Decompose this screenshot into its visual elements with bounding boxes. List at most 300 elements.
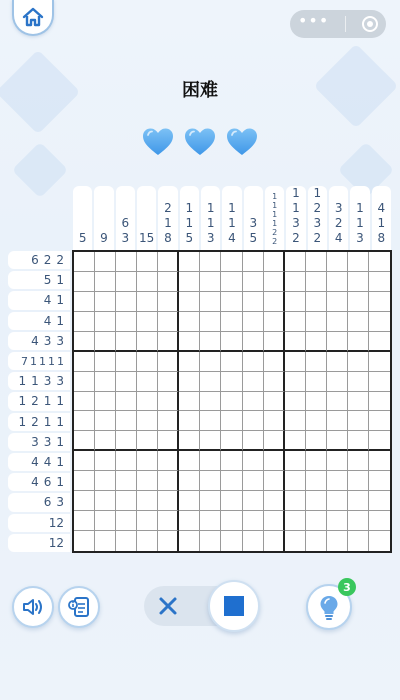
grid-cell[interactable] — [95, 531, 116, 551]
grid-cell[interactable] — [348, 352, 369, 372]
grid-cell[interactable] — [137, 272, 158, 292]
column-clue — [137, 186, 156, 251]
row-clue — [8, 271, 70, 289]
grid-cell[interactable] — [285, 332, 306, 352]
grid-cell[interactable] — [221, 352, 242, 372]
grid-cell[interactable] — [95, 352, 116, 372]
grid-cell[interactable] — [116, 392, 137, 412]
clue-number: 1 — [356, 216, 364, 230]
grid-cell[interactable] — [348, 451, 369, 471]
grid-cell[interactable] — [285, 252, 306, 272]
grid-cell[interactable] — [369, 471, 390, 491]
grid-cell[interactable] — [74, 312, 95, 332]
grid-cell[interactable] — [285, 372, 306, 392]
grid-cell[interactable] — [369, 352, 390, 372]
grid-cell[interactable] — [306, 352, 327, 372]
grid-cell[interactable] — [221, 392, 242, 412]
grid-cell[interactable] — [221, 292, 242, 312]
lives-hearts — [0, 126, 400, 158]
grid-cell[interactable] — [243, 511, 264, 531]
clue-number: 1 — [377, 216, 386, 230]
grid-cell[interactable] — [306, 272, 327, 292]
grid-cell[interactable] — [306, 312, 327, 332]
target-circle-icon[interactable] — [362, 16, 378, 32]
clue-number: 3 — [43, 333, 52, 348]
grid-cell[interactable] — [179, 332, 200, 352]
grid-cell[interactable] — [158, 471, 179, 491]
grid-cell[interactable] — [179, 312, 200, 332]
grid-cell[interactable] — [264, 272, 285, 292]
grid-cell[interactable] — [137, 451, 158, 471]
grid-cell[interactable] — [306, 332, 327, 352]
grid-cell[interactable] — [306, 252, 327, 272]
grid-cell[interactable] — [200, 491, 221, 511]
clue-number: 1 — [18, 374, 27, 389]
grid-cell[interactable] — [348, 471, 369, 491]
grid-cell[interactable] — [74, 451, 95, 471]
grid-cell[interactable] — [74, 292, 95, 312]
column-clue — [329, 186, 348, 251]
grid-cell[interactable] — [158, 292, 179, 312]
grid-cell[interactable] — [285, 411, 306, 431]
grid-cell[interactable] — [200, 312, 221, 332]
clue-number: 2 — [31, 394, 39, 409]
grid-cell[interactable] — [369, 272, 390, 292]
grid-cell[interactable] — [327, 292, 348, 312]
grid-cell[interactable] — [158, 451, 179, 471]
clue-number: 4 — [43, 293, 52, 308]
grid-cell[interactable] — [221, 511, 242, 531]
grid-cell[interactable] — [221, 471, 242, 491]
grid-cell[interactable] — [158, 531, 179, 551]
grid-cell[interactable] — [137, 471, 158, 491]
grid-cell[interactable] — [116, 312, 137, 332]
clue-number: 2 — [272, 228, 278, 237]
grid-cell[interactable] — [264, 252, 285, 272]
grid-cell[interactable] — [221, 431, 242, 451]
more-dots-icon[interactable]: ••• — [297, 11, 330, 30]
grid-cell[interactable] — [200, 272, 221, 292]
grid-cell[interactable] — [116, 352, 137, 372]
grid-cell[interactable] — [95, 312, 116, 332]
grid-cell[interactable] — [264, 511, 285, 531]
capsule-divider — [345, 16, 346, 32]
clue-number: 1 — [56, 475, 64, 490]
grid-cell[interactable] — [369, 411, 390, 431]
clue-number: 1 — [164, 216, 172, 230]
row-clue — [8, 493, 70, 511]
grid-cell[interactable] — [306, 431, 327, 451]
clue-number: 1 — [185, 201, 194, 215]
grid-cell[interactable] — [243, 392, 264, 412]
grid-cell[interactable] — [264, 531, 285, 551]
grid-cell[interactable] — [348, 411, 369, 431]
grid-cell[interactable] — [200, 431, 221, 451]
grid-cell[interactable] — [200, 411, 221, 431]
grid-cell[interactable] — [285, 471, 306, 491]
grid-cell[interactable] — [200, 352, 221, 372]
grid-cell[interactable] — [327, 411, 348, 431]
grid-cell[interactable] — [306, 451, 327, 471]
grid-cell[interactable] — [243, 252, 264, 272]
clue-number: 2 — [56, 253, 64, 268]
grid-cell[interactable] — [264, 372, 285, 392]
row-clue — [8, 312, 70, 330]
grid-cell[interactable] — [158, 511, 179, 531]
grid-cell[interactable] — [137, 372, 158, 392]
grid-cell[interactable] — [200, 392, 221, 412]
hint-count-badge: 3 — [338, 578, 356, 596]
grid-cell[interactable] — [74, 392, 95, 412]
grid-cell[interactable] — [327, 471, 348, 491]
clue-number: 1 — [185, 216, 194, 230]
clue-number: 3 — [313, 216, 322, 230]
puzzle-grid[interactable] — [72, 250, 392, 553]
grid-cell[interactable] — [116, 451, 137, 471]
grid-cell[interactable] — [285, 272, 306, 292]
clue-number: 1 — [56, 414, 64, 429]
grid-cell[interactable] — [95, 471, 116, 491]
grid-cell[interactable] — [348, 272, 369, 292]
grid-cell[interactable] — [179, 272, 200, 292]
grid-cell[interactable] — [327, 491, 348, 511]
cross-mode-button[interactable] — [154, 592, 182, 620]
grid-cell[interactable] — [327, 392, 348, 412]
grid-cell[interactable] — [369, 252, 390, 272]
grid-cell[interactable] — [179, 511, 200, 531]
grid-cell[interactable] — [116, 531, 137, 551]
grid-cell[interactable] — [137, 392, 158, 412]
grid-cell[interactable] — [369, 451, 390, 471]
grid-cell[interactable] — [74, 471, 95, 491]
grid-cell[interactable] — [95, 392, 116, 412]
grid-cell[interactable] — [327, 252, 348, 272]
grid-cell[interactable] — [74, 272, 95, 292]
clue-number: 3 — [206, 231, 215, 245]
grid-cell[interactable] — [179, 292, 200, 312]
clue-number: 1 — [356, 201, 364, 215]
grid-cell[interactable] — [74, 372, 95, 392]
grid-cell[interactable] — [158, 372, 179, 392]
grid-cell[interactable] — [306, 292, 327, 312]
grid-cell[interactable] — [137, 352, 158, 372]
grid-cell[interactable] — [200, 531, 221, 551]
grid-cell[interactable] — [200, 471, 221, 491]
grid-cell[interactable] — [327, 531, 348, 551]
column-clue — [116, 186, 135, 251]
fill-mode-button[interactable] — [208, 580, 260, 632]
grid-cell[interactable] — [95, 272, 116, 292]
grid-cell[interactable] — [95, 431, 116, 451]
clue-number: 1 — [206, 216, 215, 230]
grid-cell[interactable] — [306, 531, 327, 551]
grid-cell[interactable] — [200, 252, 221, 272]
mode-toggle[interactable] — [144, 586, 256, 626]
grid-cell[interactable] — [306, 372, 327, 392]
grid-cell[interactable] — [264, 471, 285, 491]
grid-cell[interactable] — [200, 372, 221, 392]
column-clues — [72, 186, 392, 248]
grid-cell[interactable] — [95, 491, 116, 511]
grid-cell[interactable] — [137, 491, 158, 511]
clue-number: 1 — [272, 201, 278, 210]
column-clue — [265, 186, 284, 251]
grid-cell[interactable] — [74, 411, 95, 431]
clue-number: 1 — [272, 192, 278, 201]
grid-cell[interactable] — [137, 312, 158, 332]
grid-cell[interactable] — [243, 451, 264, 471]
grid-cell[interactable] — [116, 411, 137, 431]
grid-cell[interactable] — [243, 272, 264, 292]
grid-cell[interactable] — [327, 332, 348, 352]
grid-cell[interactable] — [369, 531, 390, 551]
grid-cell[interactable] — [200, 511, 221, 531]
row-clue — [8, 534, 70, 552]
mini-program-capsule — [290, 10, 386, 38]
clue-number: 2 — [292, 231, 300, 245]
speaker-icon — [21, 596, 45, 618]
grid-cell[interactable] — [264, 451, 285, 471]
grid-cell[interactable] — [158, 411, 179, 431]
clue-number: 3 — [56, 374, 64, 389]
grid-cell[interactable] — [221, 531, 242, 551]
grid-cell[interactable] — [264, 292, 285, 312]
grid-cell[interactable] — [179, 491, 200, 511]
grid-cell[interactable] — [179, 392, 200, 412]
grid-cell[interactable] — [327, 272, 348, 292]
clue-number: 1 — [18, 394, 27, 409]
grid-cell[interactable] — [243, 471, 264, 491]
grid-cell[interactable] — [243, 411, 264, 431]
grid-cell[interactable] — [95, 411, 116, 431]
grid-cell[interactable] — [285, 392, 306, 412]
grid-cell[interactable] — [369, 431, 390, 451]
grid-cell[interactable] — [243, 352, 264, 372]
grid-cell[interactable] — [348, 511, 369, 531]
grid-cell[interactable] — [221, 491, 242, 511]
grid-cell[interactable] — [369, 491, 390, 511]
clue-number: 4 — [31, 455, 39, 470]
grid-cell[interactable] — [137, 511, 158, 531]
grid-cell[interactable] — [137, 252, 158, 272]
grid-cell[interactable] — [306, 392, 327, 412]
grid-cell[interactable] — [221, 252, 242, 272]
grid-cell[interactable] — [158, 392, 179, 412]
grid-cell[interactable] — [158, 332, 179, 352]
grid-cell[interactable] — [158, 431, 179, 451]
difficulty-title: 困难 — [182, 80, 218, 101]
clue-number: 6 — [43, 475, 52, 490]
grid-cell[interactable] — [306, 491, 327, 511]
grid-cell[interactable] — [158, 272, 179, 292]
grid-cell[interactable] — [179, 411, 200, 431]
grid-cell[interactable] — [179, 352, 200, 372]
grid-cell[interactable] — [116, 272, 137, 292]
clue-number: 2 — [31, 414, 39, 429]
grid-cell[interactable] — [116, 252, 137, 272]
grid-cell[interactable] — [221, 312, 242, 332]
grid-cell[interactable] — [74, 431, 95, 451]
grid-cell[interactable] — [285, 451, 306, 471]
grid-cell[interactable] — [137, 531, 158, 551]
column-clue — [372, 186, 391, 251]
grid-cell[interactable] — [221, 451, 242, 471]
clue-number: 1 — [206, 201, 215, 215]
grid-cell[interactable] — [243, 431, 264, 451]
grid-cell[interactable] — [74, 531, 95, 551]
grid-cell[interactable] — [285, 531, 306, 551]
clue-number: 1 — [56, 455, 64, 470]
grid-cell[interactable] — [179, 451, 200, 471]
grid-cell[interactable] — [158, 312, 179, 332]
grid-cell[interactable] — [243, 491, 264, 511]
grid-cell[interactable] — [348, 531, 369, 551]
grid-cell[interactable] — [243, 332, 264, 352]
grid-cell[interactable] — [369, 292, 390, 312]
grid-cell[interactable] — [348, 491, 369, 511]
clue-number: 1 — [292, 186, 300, 200]
grid-cell[interactable] — [116, 372, 137, 392]
column-clue — [222, 186, 241, 251]
grid-cell[interactable] — [158, 491, 179, 511]
grid-cell[interactable] — [158, 252, 179, 272]
grid-cell[interactable] — [243, 372, 264, 392]
clue-number: 1 — [57, 354, 64, 368]
grid-cell[interactable] — [285, 491, 306, 511]
grid-cell[interactable] — [306, 511, 327, 531]
grid-cell[interactable] — [369, 392, 390, 412]
grid-cell[interactable] — [264, 392, 285, 412]
clue-number: 1 — [56, 394, 64, 409]
row-clue — [8, 352, 70, 370]
grid-cell[interactable] — [243, 312, 264, 332]
grid-cell[interactable] — [221, 372, 242, 392]
grid-cell[interactable] — [306, 411, 327, 431]
grid-cell[interactable] — [221, 332, 242, 352]
column-clue — [244, 186, 263, 251]
grid-cell[interactable] — [327, 431, 348, 451]
clue-number: 4 — [377, 201, 386, 215]
grid-cell[interactable] — [369, 372, 390, 392]
grid-cell[interactable] — [243, 531, 264, 551]
grid-cell[interactable] — [74, 511, 95, 531]
grid-cell[interactable] — [369, 511, 390, 531]
clue-number: 9 — [100, 231, 108, 245]
grid-cell[interactable] — [179, 372, 200, 392]
grid-cell[interactable] — [285, 352, 306, 372]
grid-cell[interactable] — [327, 451, 348, 471]
grid-cell[interactable] — [116, 292, 137, 312]
grid-cell[interactable] — [179, 471, 200, 491]
clue-number: 3 — [43, 374, 52, 389]
grid-cell[interactable] — [137, 431, 158, 451]
grid-cell[interactable] — [348, 252, 369, 272]
grid-cell[interactable] — [369, 332, 390, 352]
grid-cell[interactable] — [348, 332, 369, 352]
grid-cell[interactable] — [137, 292, 158, 312]
grid-cell[interactable] — [95, 451, 116, 471]
grid-cell[interactable] — [285, 292, 306, 312]
grid-cell[interactable] — [285, 431, 306, 451]
grid-cell[interactable] — [116, 332, 137, 352]
grid-cell[interactable] — [348, 312, 369, 332]
grid-cell[interactable] — [74, 332, 95, 352]
lightbulb-icon — [317, 593, 341, 621]
grid-cell[interactable] — [243, 292, 264, 312]
grid-cell[interactable] — [137, 411, 158, 431]
grid-cell[interactable] — [179, 252, 200, 272]
grid-cell[interactable] — [95, 252, 116, 272]
grid-cell[interactable] — [348, 392, 369, 412]
clue-number: 1 — [272, 219, 278, 228]
grid-cell[interactable] — [116, 491, 137, 511]
grid-cell[interactable] — [74, 252, 95, 272]
grid-cell[interactable] — [285, 511, 306, 531]
clue-number: 1 — [228, 216, 236, 230]
clue-number: 12 — [48, 515, 64, 530]
grid-cell[interactable] — [116, 431, 137, 451]
grid-cell[interactable] — [74, 491, 95, 511]
grid-cell[interactable] — [221, 411, 242, 431]
grid-cell[interactable] — [95, 511, 116, 531]
grid-cell[interactable] — [200, 451, 221, 471]
grid-cell[interactable] — [264, 332, 285, 352]
heart-icon — [183, 126, 217, 158]
heart-icon — [225, 126, 259, 158]
grid-cell[interactable] — [95, 372, 116, 392]
grid-cell[interactable] — [369, 312, 390, 332]
grid-cell[interactable] — [95, 292, 116, 312]
grid-cell[interactable] — [327, 312, 348, 332]
grid-cell[interactable] — [116, 511, 137, 531]
clue-number: 3 — [56, 495, 64, 510]
clue-number: 2 — [43, 253, 52, 268]
clue-number: 1 — [228, 201, 236, 215]
grid-cell[interactable] — [95, 332, 116, 352]
clue-number: 4 — [334, 231, 343, 245]
clue-number: 1 — [48, 354, 55, 368]
grid-cell[interactable] — [348, 372, 369, 392]
grid-cell[interactable] — [327, 372, 348, 392]
rules-button[interactable] — [58, 586, 100, 628]
grid-cell[interactable] — [264, 312, 285, 332]
sound-button[interactable] — [12, 586, 54, 628]
grid-cell[interactable] — [74, 352, 95, 372]
grid-cell[interactable] — [306, 471, 327, 491]
grid-cell[interactable] — [327, 352, 348, 372]
grid-cell[interactable] — [264, 352, 285, 372]
grid-cell[interactable] — [221, 272, 242, 292]
grid-cell[interactable] — [200, 332, 221, 352]
grid-cell[interactable] — [179, 531, 200, 551]
clue-number: 1 — [56, 313, 64, 328]
clue-number: 3 — [334, 201, 343, 215]
grid-cell[interactable] — [158, 352, 179, 372]
grid-cell[interactable] — [264, 491, 285, 511]
grid-cell[interactable] — [137, 332, 158, 352]
grid-cell[interactable] — [348, 431, 369, 451]
grid-cell[interactable] — [116, 471, 137, 491]
grid-cell[interactable] — [179, 431, 200, 451]
grid-cell[interactable] — [200, 292, 221, 312]
grid-cell[interactable] — [264, 411, 285, 431]
grid-cell[interactable] — [285, 312, 306, 332]
home-button[interactable] — [12, 0, 54, 36]
grid-cell[interactable] — [264, 431, 285, 451]
grid-cell[interactable] — [327, 511, 348, 531]
grid-cell[interactable] — [348, 292, 369, 312]
clue-number: 1 — [313, 186, 322, 200]
